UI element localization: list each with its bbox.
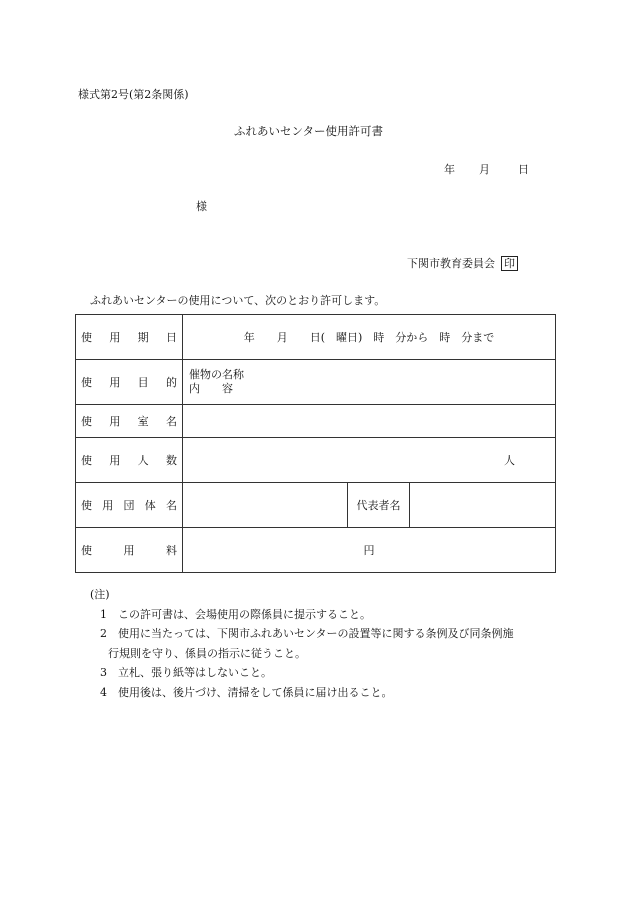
fee-label: 使用料 bbox=[76, 528, 183, 573]
period-label: 使用期日 bbox=[76, 315, 183, 360]
note-item: 2 使用に当たっては、下関市ふれあいセンターの設置等に関する条例及び同条例施 bbox=[100, 627, 514, 640]
document-title: ふれあいセンター使用許可書 bbox=[234, 124, 384, 138]
group-label: 使用団体名 bbox=[76, 483, 183, 528]
date-year: 年 bbox=[444, 163, 455, 176]
row-group bbox=[76, 483, 556, 528]
note-item: 1 この許可書は、会場使用の際係員に提示すること。 bbox=[100, 607, 371, 621]
purpose-label: 使用目的 bbox=[76, 360, 183, 405]
group-value[interactable] bbox=[183, 483, 348, 528]
row-room bbox=[76, 405, 556, 438]
seal-mark: 印 bbox=[501, 256, 518, 271]
notes bbox=[90, 585, 514, 702]
period-value[interactable]: 年 月 日( 曜日) 時 分から 時 分まで bbox=[183, 315, 556, 360]
issuer-name: 下関市教育委員会 bbox=[407, 257, 495, 270]
purpose-content-label: 内容 bbox=[189, 382, 255, 395]
intro-text: ふれあいセンターの使用について、次のとおり許可します。 bbox=[90, 294, 386, 307]
representative-label: 代表者名 bbox=[348, 483, 410, 528]
room-value[interactable] bbox=[183, 405, 556, 438]
row-count bbox=[76, 438, 556, 483]
fee-value[interactable]: 円 bbox=[183, 528, 556, 573]
form-number: 様式第2号(第2条関係) bbox=[78, 88, 189, 101]
purpose-event-name-label: 催物の名称 bbox=[189, 368, 244, 381]
permit-table bbox=[75, 314, 556, 573]
note-item-continuation: 行規則を守り、係員の指示に従うこと。 bbox=[108, 646, 306, 660]
addressee-honorific: 様 bbox=[196, 200, 207, 213]
room-label: 使用室名 bbox=[76, 405, 183, 438]
date-month: 月 bbox=[479, 163, 490, 176]
row-purpose bbox=[76, 360, 556, 405]
note-item: 3 立札、張り紙等はしないこと。 bbox=[100, 666, 272, 679]
row-fee bbox=[76, 528, 556, 573]
count-value[interactable]: 人 bbox=[183, 438, 556, 483]
note-item: 4 使用後は、後片づけ、清掃をして係員に届け出ること。 bbox=[100, 685, 393, 699]
count-label: 使用人数 bbox=[76, 438, 183, 483]
issuer bbox=[407, 255, 518, 271]
representative-value[interactable] bbox=[410, 483, 556, 528]
date-day: 日 bbox=[518, 163, 529, 176]
row-period bbox=[76, 315, 556, 360]
purpose-value[interactable] bbox=[183, 360, 556, 405]
notes-header: (注) bbox=[90, 588, 110, 601]
date-line bbox=[444, 161, 529, 177]
